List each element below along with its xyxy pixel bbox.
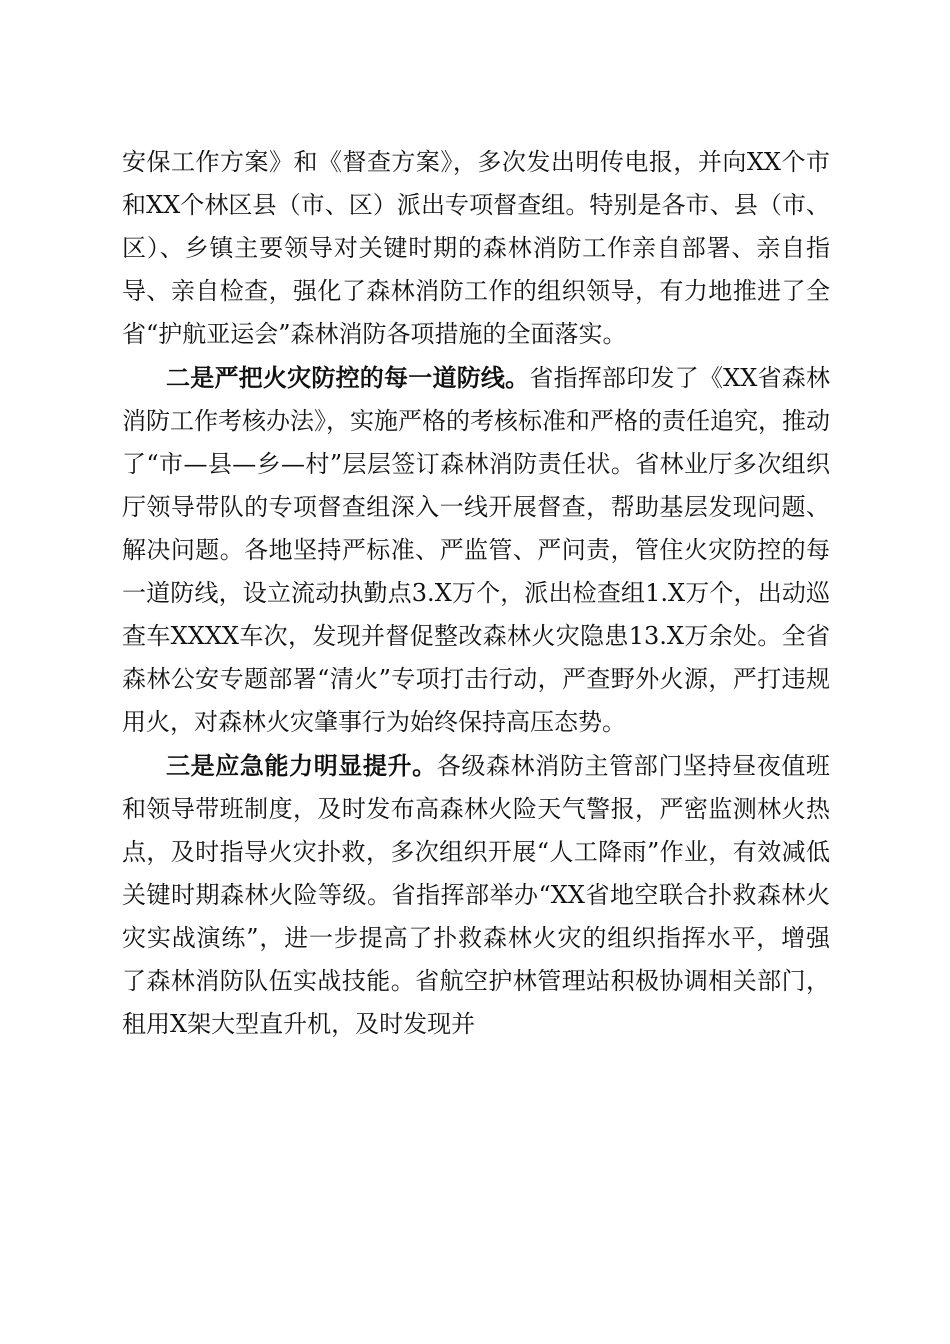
document-body xyxy=(122,141,830,1046)
paragraph-1-text: 安保工作方案》和《督查方案》，多次发出明传电报，并向XX个市和XX个林区县（市、区）派出专项督查组。特别是各市、县（市、区）、乡镇主要领导对关键时期的森林消防工作亲自部署、亲自指导、亲自检查，强化了森林消防工作的组织领导，有力地推进了全省“护航亚运会”森林消防各项措施的全面落实。 xyxy=(122,148,830,348)
paragraph-2 xyxy=(122,356,830,744)
paragraph-2-lead: 二是严把火灾防控的每一道防线。 xyxy=(166,363,530,392)
paragraph-1 xyxy=(122,141,830,356)
paragraph-2-text: 省指挥部印发了《XX省森林消防工作考核办法》，实施严格的考核标准和严格的责任追究，推动了“市—县—乡—村”层层签订森林消防责任状。省林业厅多次组织厅领导带队的专项督查组深入一线开展督查，帮助基层发现问题、解决问题。各地坚持严标准、严监管、严问责，管住火灾防控的每一道防线，设立流动执勤点3.X万个，派出检查组1.X万个，出动巡查车XXXX车次，发现并督促整改森林火灾隐患13.X万余处。全省森林公安专题部署“清火”专项打击行动，严查野外火源，严打违规用火，对森林火灾肇事行为始终保持高压态势。 xyxy=(122,364,831,736)
paragraph-3-lead: 三是应急能力明显提升。 xyxy=(166,751,437,780)
paragraph-3 xyxy=(122,744,830,1046)
paragraph-3-text: 各级森林消防主管部门坚持昼夜值班和领导带班制度，及时发布高森林火险天气警报，严密监测林火热点，及时指导火灾扑救，多次组织开展“人工降雨”作业，有效减低关键时期森林火险等级。省指挥部举办“XX省地空联合扑救森林火灾实战演练”，进一步提高了扑救森林火灾的组织指挥水平，增强了森林消防队伍实战技能。省航空护林管理站积极协调相关部门，租用X架大型直升机，及时发现并 xyxy=(122,752,831,1038)
